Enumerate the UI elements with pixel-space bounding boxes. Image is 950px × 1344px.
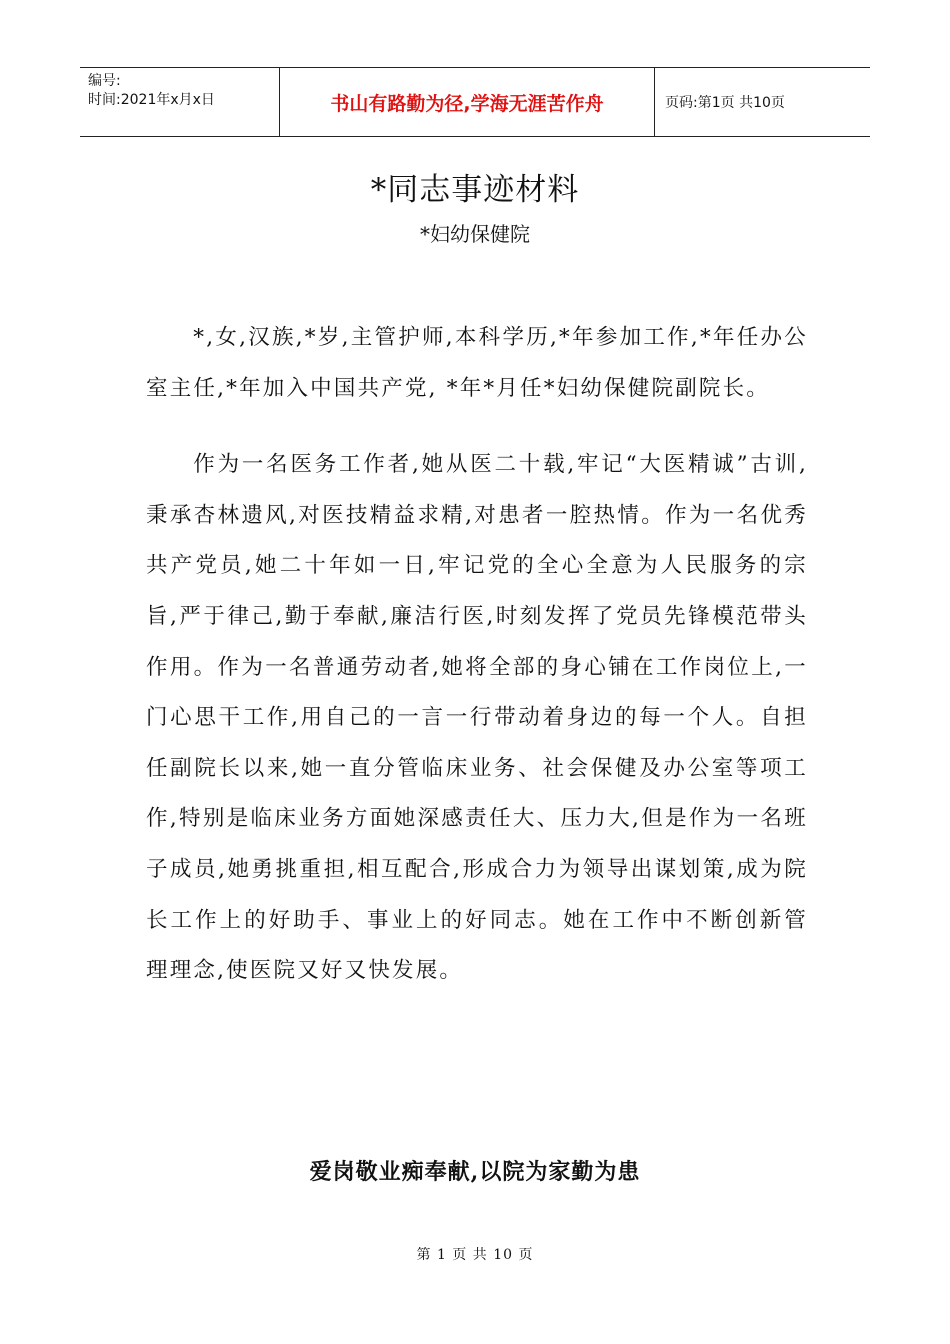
document-body bbox=[146, 313, 808, 1023]
paragraph: 作为一名医务工作者,她从医二十载,牢记“大医精诚”古训,秉承杏林遗风,对医技精益求精,对患者一腔热情。作为一名优秀共产党员,她二十年如一日,牢记党的全心全意为人民服务的宗旨,严于律己,勤于奉献,廉洁行医,时刻发挥了党员先锋模范带头作用。作为一名普通劳动者,她将全部的身心铺在工作岗位上,一门心思干工作,用自己的一言一行带动着身边的每一个人。自担任副院长以来,她一直分管临床业务、社会保健及办公室等项工作,特别是临床业务方面她深感责任大、压力大,但是作为一名班子成员,她勇挑重担,相互配合,形成合力为领导出谋划策,成为院长工作上的好助手、事业上的好同志。她在工作中不断创新管理理念,使医院又好又快发展。 bbox=[146, 452, 808, 984]
header-meta bbox=[80, 68, 280, 136]
number-label: 编号: bbox=[88, 73, 121, 89]
header-page-info: 页码:第1页 共10页 bbox=[665, 95, 785, 111]
page-footer: 第 1 页 共 10 页 bbox=[416, 1247, 534, 1263]
section-heading: 爱岗敬业痴奉献,以院为家勤为患 bbox=[309, 1159, 641, 1185]
time-label: 时间:2021年x月x日 bbox=[88, 92, 215, 108]
paragraph: *,女,汉族,*岁,主管护师,本科学历,*年参加工作,*年任办公室主任,*年加入中国共产党, *年*月任*妇幼保健院副院长。 bbox=[146, 325, 808, 401]
header-motto: 书山有路勤为径,学海无涯苦作舟 bbox=[280, 68, 655, 136]
document-subtitle: *妇幼保健院 bbox=[420, 222, 530, 246]
document-title: *同志事迹材料 bbox=[370, 172, 580, 208]
document-header bbox=[80, 67, 870, 137]
